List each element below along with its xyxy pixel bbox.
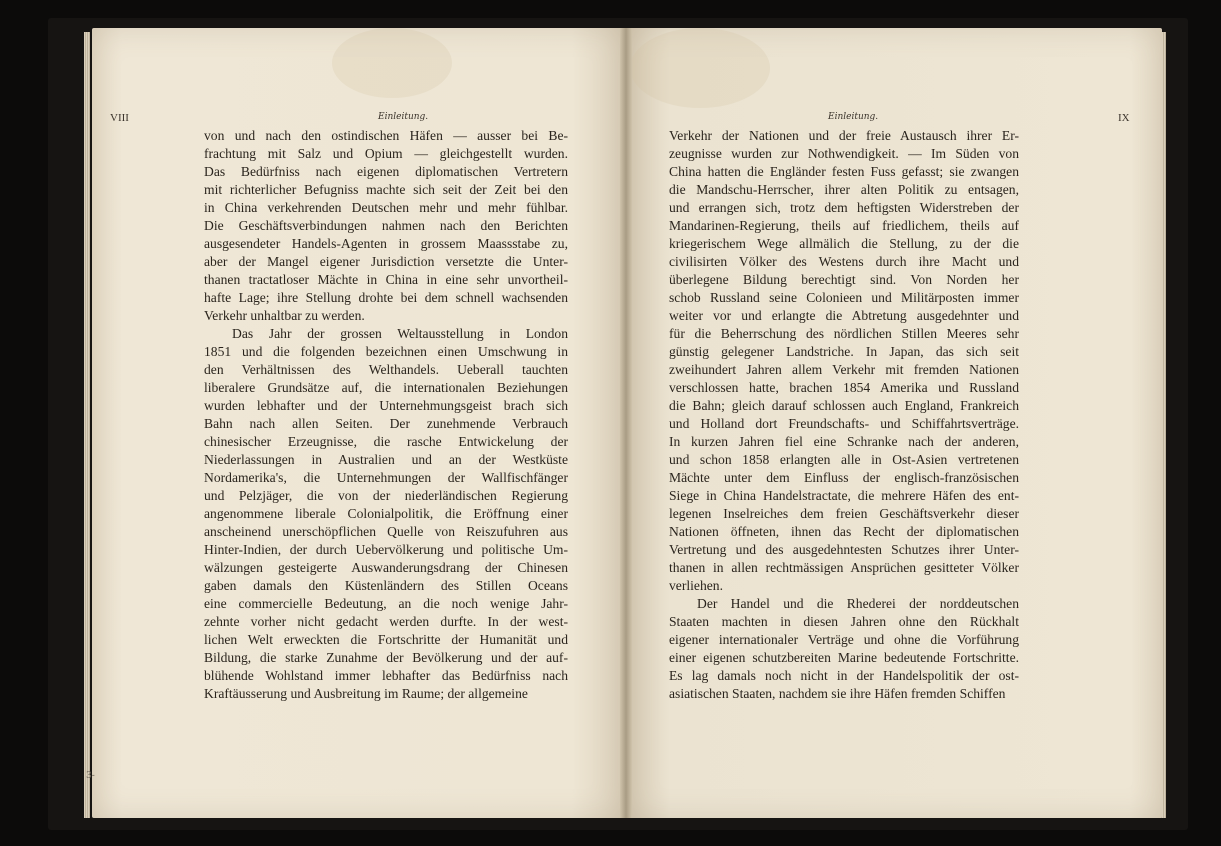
text-line: schob Russland seine Colonieen und Militärposten immer: [669, 290, 1019, 305]
text-line: eine commercielle Bedeutung, an die noch wenige Jahr-: [204, 596, 568, 611]
text-line: Mandarinen-Regierung, theils auf friedlichem, theils auf: [669, 218, 1019, 233]
text-line: ausgesendeter Handels-Agenten in grossem Maassstabe zu,: [204, 236, 568, 251]
text-line: für die Beherrschung des nördlichen Stillen Meeres sehr: [669, 326, 1019, 341]
left-page-number: VIII: [110, 112, 129, 124]
text-line: Niederlassungen in Australien und an der Westküste: [204, 452, 568, 467]
text-line: Vertretung und des ausgedehntesten Schutzes ihrer Unter-: [669, 542, 1019, 557]
spine-marks: 3-: [86, 771, 95, 781]
text-line: kriegerischem Wege allmälich die Stellung, zu der die: [669, 236, 1019, 251]
text-line: zeugnisse wurden zur Nothwendigkeit. — Im Süden von: [669, 146, 1019, 161]
text-line: Das Bedürfniss nach eigenen diplomatischen Vertretern: [204, 164, 568, 179]
text-line: zweihundert Jahren allem Verkehr mit fremden Nationen: [669, 362, 1019, 377]
text-line: In kurzen Jahren fiel eine Schranke nach der anderen,: [669, 434, 1019, 449]
text-line: Das Jahr der grossen Weltausstellung in London: [232, 326, 568, 341]
text-line: Verkehr der Nationen und der freie Austausch ihrer Er-: [669, 128, 1019, 143]
text-line: wälzungen gesteigerte Auswanderungsdrang der Chinesen: [204, 560, 568, 575]
text-line: weiter vor und erlangte die Abtretung ausgedehnter und: [669, 308, 1019, 323]
text-line: Kraftäusserung und Ausbreitung im Raume; der allgemeine: [204, 686, 528, 701]
text-line: überlegene Bildung berechtigt sind. Von Norden her: [669, 272, 1019, 287]
text-line: von und nach den ostindischen Häfen — ausser bei Be-: [204, 128, 568, 143]
text-line: Nordamerika's, die Unternehmungen der Wallfischfänger: [204, 470, 568, 485]
text-line: aber der Mangel eigener Jurisdiction versetzte die Unter-: [204, 254, 568, 269]
text-line: thanen in allen rechtmässigen Ansprüchen gesitteter Völker: [669, 560, 1019, 575]
text-line: verliehen.: [669, 578, 723, 593]
text-line: Hinter-Indien, der durch Uebervölkerung und politische Um-: [204, 542, 568, 557]
text-line: und Pelzjäger, die von der niederländischen Regierung: [204, 488, 568, 503]
text-line: in China verkehrenden Deutschen mehr und mehr fühlbar.: [204, 200, 568, 215]
text-line: 1851 und die folgenden bezeichnen einen Umschwung in: [204, 344, 568, 359]
text-line: und Holland dort Freundschafts- und Schiffahrtsverträge.: [669, 416, 1019, 431]
text-line: verschlossen hatte, brachen 1854 Amerika und Russland: [669, 380, 1019, 395]
text-line: wurden lebhafter und der Unternehmungsgeist brach sich: [204, 398, 568, 413]
text-line: Bildung, die starke Zunahme der Bevölkerung und der auf-: [204, 650, 568, 665]
text-line: Bahn nach allen Seiten. Der zunehmende Verbrauch: [204, 416, 568, 431]
text-line: Die Geschäftsverbindungen nahmen nach den Berichten: [204, 218, 568, 233]
text-line: mit richterlicher Befugniss machte sich seit der Zeit bei den: [204, 182, 568, 197]
text-line: Verkehr unhaltbar zu werden.: [204, 308, 365, 323]
text-line: blühende Wohlstand immer lebhafter das Bedürfniss nach: [204, 668, 568, 683]
left-running-head: Einleitung.: [378, 112, 429, 122]
text-line: Siege in China Handelstractate, die mehrere Häfen des ent-: [669, 488, 1019, 503]
text-line: chinesischer Erzeugnisse, die rasche Entwickelung der: [204, 434, 568, 449]
text-line: die Bahn; gleich darauf schlossen auch England, Frankreich: [669, 398, 1019, 413]
text-line: einer eigenen schutzbereiten Marine bedeutende Fortschritte.: [669, 650, 1019, 665]
text-line: liberalere Grundsätze auf, die internationalen Beziehungen: [204, 380, 568, 395]
text-line: Es lag damals noch nicht in der Handelspolitik der ost-: [669, 668, 1019, 683]
left-page-text: [204, 127, 568, 703]
paper-stain: [332, 28, 452, 98]
paper-stain: [630, 28, 770, 108]
left-page-edges: [84, 32, 90, 818]
text-line: Mächte unter dem Einfluss der englisch-französischen: [669, 470, 1019, 485]
text-line: lichen Welt erweckten die Fortschritte der Humanität und: [204, 632, 568, 647]
text-line: China hatten die Engländer festen Fuss gefasst; sie zwangen: [669, 164, 1019, 179]
text-line: frachtung mit Salz und Opium — gleichgestellt wurden.: [204, 146, 568, 161]
text-line: anscheinend unerschöpflichen Quelle von Reiszufuhren aus: [204, 524, 568, 539]
text-line: angenommene liberale Colonialpolitik, die Eröffnung einer: [204, 506, 568, 521]
text-line: zehnte vorher nicht gedacht werden durfte. In der west-: [204, 614, 568, 629]
text-line: hafte Lage; ihre Stellung drohte bei dem schnell wachsenden: [204, 290, 568, 305]
text-line: Staaten machten in diesen Jahren ohne den Rückhalt: [669, 614, 1019, 629]
text-line: asiatischen Staaten, nachdem sie ihre Häfen fremden Schiffen: [669, 686, 1006, 701]
text-line: thanen tractatloser Mächte in China in eine sehr unvortheil-: [204, 272, 568, 287]
text-line: eigener internationaler Verträge und ohne die Vorführung: [669, 632, 1019, 647]
book-gutter: [620, 28, 632, 818]
right-running-head: Einleitung.: [828, 112, 879, 122]
text-line: die Mandschu-Herrscher, ihrer alten Politik zu entsagen,: [669, 182, 1019, 197]
text-line: und schon 1858 erlangten alle in Ost-Asien vertretenen: [669, 452, 1019, 467]
text-line: Der Handel und die Rhederei der norddeutschen: [697, 596, 1019, 611]
right-page-text: [669, 127, 1019, 703]
text-line: Nationen öffneten, ihnen das Recht der diplomatischen: [669, 524, 1019, 539]
text-line: legenen Inselreiches dem freien Geschäftsverkehr dieser: [669, 506, 1019, 521]
right-page-number: IX: [1118, 112, 1130, 124]
text-line: den Verhältnissen des Welthandels. Ueberall tauchten: [204, 362, 568, 377]
text-line: gaben damals den Küstenländern des Stillen Oceans: [204, 578, 568, 593]
text-line: civilisirten Völker des Westens durch ihre Macht und: [669, 254, 1019, 269]
text-line: günstig gelegener Landstriche. In Japan, das sich seit: [669, 344, 1019, 359]
text-line: und errangen sich, trotz dem heftigsten Widerstreben der: [669, 200, 1019, 215]
